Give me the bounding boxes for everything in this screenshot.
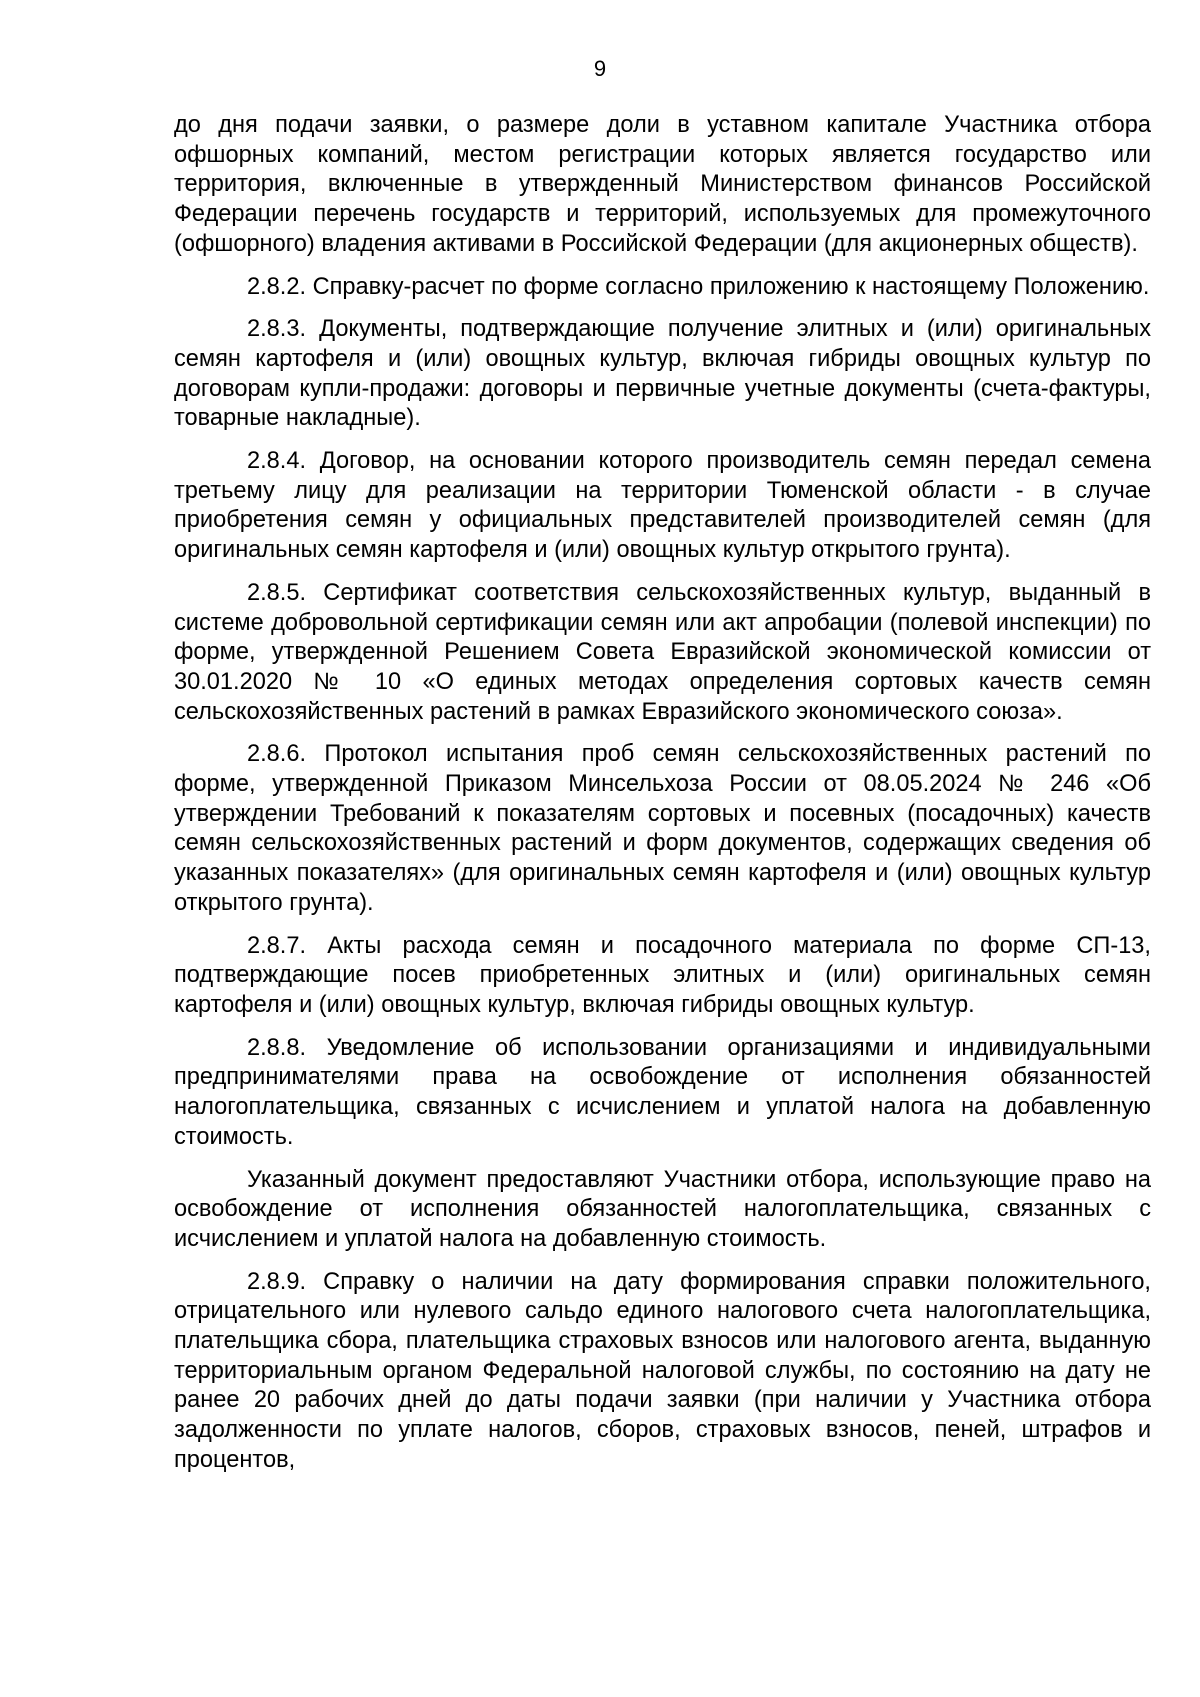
paragraph-2-8-4: 2.8.4. Договор, на основании которого производитель семян передал семена третьему лицу для реализации на территории Тюменской области - в случае приобретения семян у официальных представителей производителей семян (для оригинальных семян картофеля и (или) овощных культур открытого грунта). bbox=[174, 448, 1151, 564]
paragraph-continuation: до дня подачи заявки, о размере доли в уставном капитале Участника отбора офшорных компаний, местом регистрации которых является государство или территория, включенные в утвержденный Министерством финансов Российской Федерации перечень государств и территорий, используемых для промежуточного (офшорного) владения активами в Российской Федерации (для акционерных обществ). bbox=[174, 112, 1151, 257]
paragraph-2-8-2: 2.8.2. Справку-расчет по форме согласно приложению к настоящему Положению. bbox=[247, 273, 1150, 300]
paragraph-2-8-7: 2.8.7. Акты расхода семян и посадочного материала по форме СП-13, подтверждающие посев приобретенных элитных и (или) оригинальных семян картофеля и (или) овощных культур, включая гибриды овощных культур. bbox=[174, 932, 1151, 1018]
paragraph-2-8-8: 2.8.8. Уведомление об использовании организациями и индивидуальными предпринимателями права на освобождение от исполнения обязанностей налогоплательщика, связанных с исчислением и уплатой налога на добавленную стоимость. bbox=[174, 1034, 1151, 1150]
document-body bbox=[174, 111, 1151, 1489]
paragraph-2-8-6: 2.8.6. Протокол испытания проб семян сельскохозяйственных растений по форме, утвержденной Приказом Минсельхоза России от 08.05.2024 № 246 «Об утверждении Требований к показателям сортовых и посевных (посадочных) качеств семян сельскохозяйственных растений и форм документов, содержащих сведения об указанных показателях» (для оригинальных семян картофеля и (или) овощных культур открытого грунта). bbox=[174, 741, 1151, 916]
paragraph-note: Указанный документ предоставляют Участники отбора, использующие право на освобождение от исполнения обязанностей налогоплательщика, связанных с исчислением и уплатой налога на добавленную стоимость. bbox=[174, 1166, 1151, 1252]
page-number: 9 bbox=[593, 56, 607, 81]
paragraph-2-8-9: 2.8.9. Справку о наличии на дату формирования справки положительного, отрицательного или нулевого сальдо единого налогового счета налогоплательщика, плательщика сбора, плательщика страховых взносов или налогового агента, выданную территориальным органом Федеральной налоговой службы, по состоянию на дату не ранее 20 рабочих дней до даты подачи заявки (при наличии у Участника отбора задолженности по уплате налогов, сборов, страховых взносов, пеней, штрафов и процентов, bbox=[174, 1268, 1151, 1473]
paragraph-2-8-5: 2.8.5. Сертификат соответствия сельскохозяйственных культур, выданный в системе добровольной сертификации семян или акт апробации (полевой инспекции) по форме, утвержденной Решением Совета Евразийской экономической комиссии от 30.01.2020 № 10 «О единых методах определения сортовых качеств семян сельскохозяйственных растений в рамках Евразийского экономического союза». bbox=[174, 579, 1151, 725]
paragraph-2-8-3: 2.8.3. Документы, подтверждающие получение элитных и (или) оригинальных семян картофеля и (или) овощных культур, включая гибриды овощных культур по договорам купли-продажи: договоры и первичные учетные документы (счета-фактуры, товарные накладные). bbox=[174, 316, 1151, 432]
